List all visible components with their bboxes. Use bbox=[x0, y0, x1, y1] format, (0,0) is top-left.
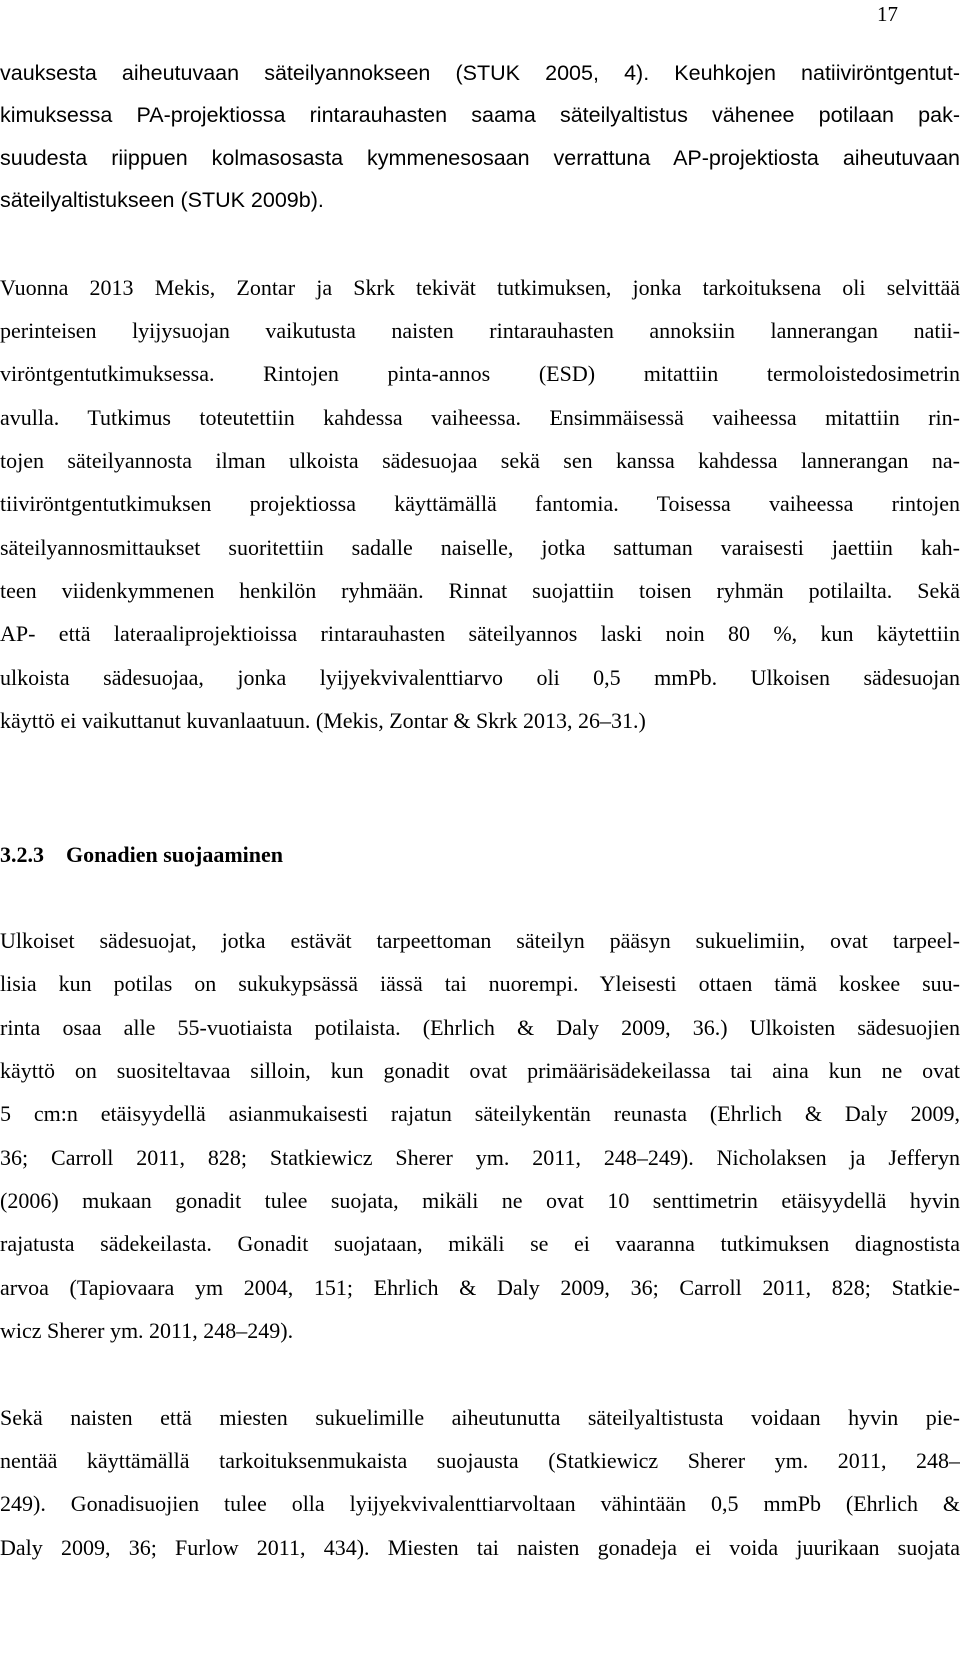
paragraph-line: wicz Sherer ym. 2011, 248–249). bbox=[0, 1318, 294, 1343]
paragraph-line: 249). Gonadisuojien tulee olla lyijyekvivalenttiarvoltaan vähintään 0,5 mmPb (Ehrlich & bbox=[0, 1491, 960, 1516]
section-title: Gonadien suojaaminen bbox=[66, 842, 283, 867]
paragraph-line: ulkoista sädesuojaa, jonka lyijyekvivalenttiarvo oli 0,5 mmPb. Ulkoisen sädesuojan bbox=[0, 665, 960, 690]
paragraph-line: viröntgentutkimuksessa. Rintojen pinta-annos (ESD) mitattiin termoloistedosimetrin bbox=[0, 361, 960, 386]
paragraph-line: tojen säteilyannosta ilman ulkoista sädesuojaa sekä sen kanssa kahdessa lannerangan na- bbox=[0, 448, 960, 473]
paragraph-line: suudesta riippuen kolmasosasta kymmenesosaan verrattuna AP-projektiosta aiheutuvaan bbox=[0, 146, 960, 170]
paragraph-line: perinteisen lyijysuojan vaikutusta naisten rintarauhasten annoksiin lannerangan natii- bbox=[0, 318, 960, 343]
paragraph-line: teen viidenkymmenen henkilön ryhmään. Rinnat suojattiin toisen ryhmän potilailta. Sekä bbox=[0, 578, 960, 603]
page-number: 17 bbox=[877, 2, 898, 26]
paragraph-line: 5 cm:n etäisyydellä asianmukaisesti rajatun säteilykentän reunasta (Ehrlich & Daly 2009, bbox=[0, 1101, 960, 1126]
paragraph-line: Sekä naisten että miesten sukuelimille aiheutunutta säteilyaltistusta voidaan hyvin pie- bbox=[0, 1405, 960, 1430]
paragraph-line: vauksesta aiheutuvaan säteilyannokseen (STUK 2005, 4). Keuhkojen natiiviröntgentut- bbox=[0, 61, 960, 85]
paragraph-line: rajatusta sädekeilasta. Gonadit suojataan, mikäli se ei vaaranna tutkimuksen diagnostista bbox=[0, 1231, 960, 1256]
paragraph-line: kimuksessa PA-projektiossa rintarauhasten saama säteilyaltistus vähenee potilaan pak- bbox=[0, 103, 960, 127]
paragraph-line: tiiviröntgentutkimuksen projektiossa käyttämällä fantomia. Toisessa vaiheessa rintojen bbox=[0, 491, 960, 516]
paragraph-line: Vuonna 2013 Mekis, Zontar ja Skrk tekivät tutkimuksen, jonka tarkoituksena oli selvittää bbox=[0, 275, 960, 300]
paragraph-line: käyttö on suositeltavaa silloin, kun gonadit ovat primäärisädekeilassa tai aina kun ne ovat bbox=[0, 1058, 960, 1083]
section-number: 3.2.3 bbox=[0, 842, 44, 867]
paragraph-line: Daly 2009, 36; Furlow 2011, 434). Miesten tai naisten gonadeja ei voida juurikaan suojata bbox=[0, 1535, 960, 1560]
paragraph-line: lisia kun potilas on sukukypsässä iässä tai nuorempi. Yleisesti ottaen tämä koskee suu- bbox=[0, 971, 960, 996]
paragraph-line: 36; Carroll 2011, 828; Statkiewicz Sherer ym. 2011, 248–249). Nicholaksen ja Jefferyn bbox=[0, 1145, 960, 1170]
paragraph-line: käyttö ei vaikuttanut kuvanlaatuun. (Mekis, Zontar & Skrk 2013, 26–31.) bbox=[0, 708, 646, 733]
paragraph-line: rinta osaa alle 55-vuotiaista potilaista. (Ehrlich & Daly 2009, 36.) Ulkoisten sädesuojien bbox=[0, 1015, 960, 1040]
paragraph-line: Ulkoiset sädesuojat, jotka estävät tarpeettoman säteilyn pääsyn sukuelimiin, ovat tarpeel- bbox=[0, 928, 960, 953]
paragraph-line: säteilyannosmittaukset suoritettiin sadalle naiselle, jotka sattuman varaisesti jaettiin kah- bbox=[0, 535, 960, 560]
paragraph-line: AP- että lateraaliprojektioissa rintarauhasten säteilyannos laski noin 80 %, kun käytettiin bbox=[0, 621, 960, 646]
section-heading bbox=[0, 842, 960, 868]
paragraph-line: avulla. Tutkimus toteutettiin kahdessa vaiheessa. Ensimmäisessä vaiheessa mitattiin rin- bbox=[0, 405, 960, 430]
paragraph-line: nentää käyttämällä tarkoituksenmukaista suojausta (Statkiewicz Sherer ym. 2011, 248– bbox=[0, 1448, 960, 1473]
paragraph-line: säteilyaltistukseen (STUK 2009b). bbox=[0, 188, 324, 212]
paragraph-line: arvoa (Tapiovaara ym 2004, 151; Ehrlich & Daly 2009, 36; Carroll 2011, 828; Statkie- bbox=[0, 1275, 960, 1300]
paragraph-line: (2006) mukaan gonadit tulee suojata, mikäli ne ovat 10 senttimetrin etäisyydellä hyvin bbox=[0, 1188, 960, 1213]
